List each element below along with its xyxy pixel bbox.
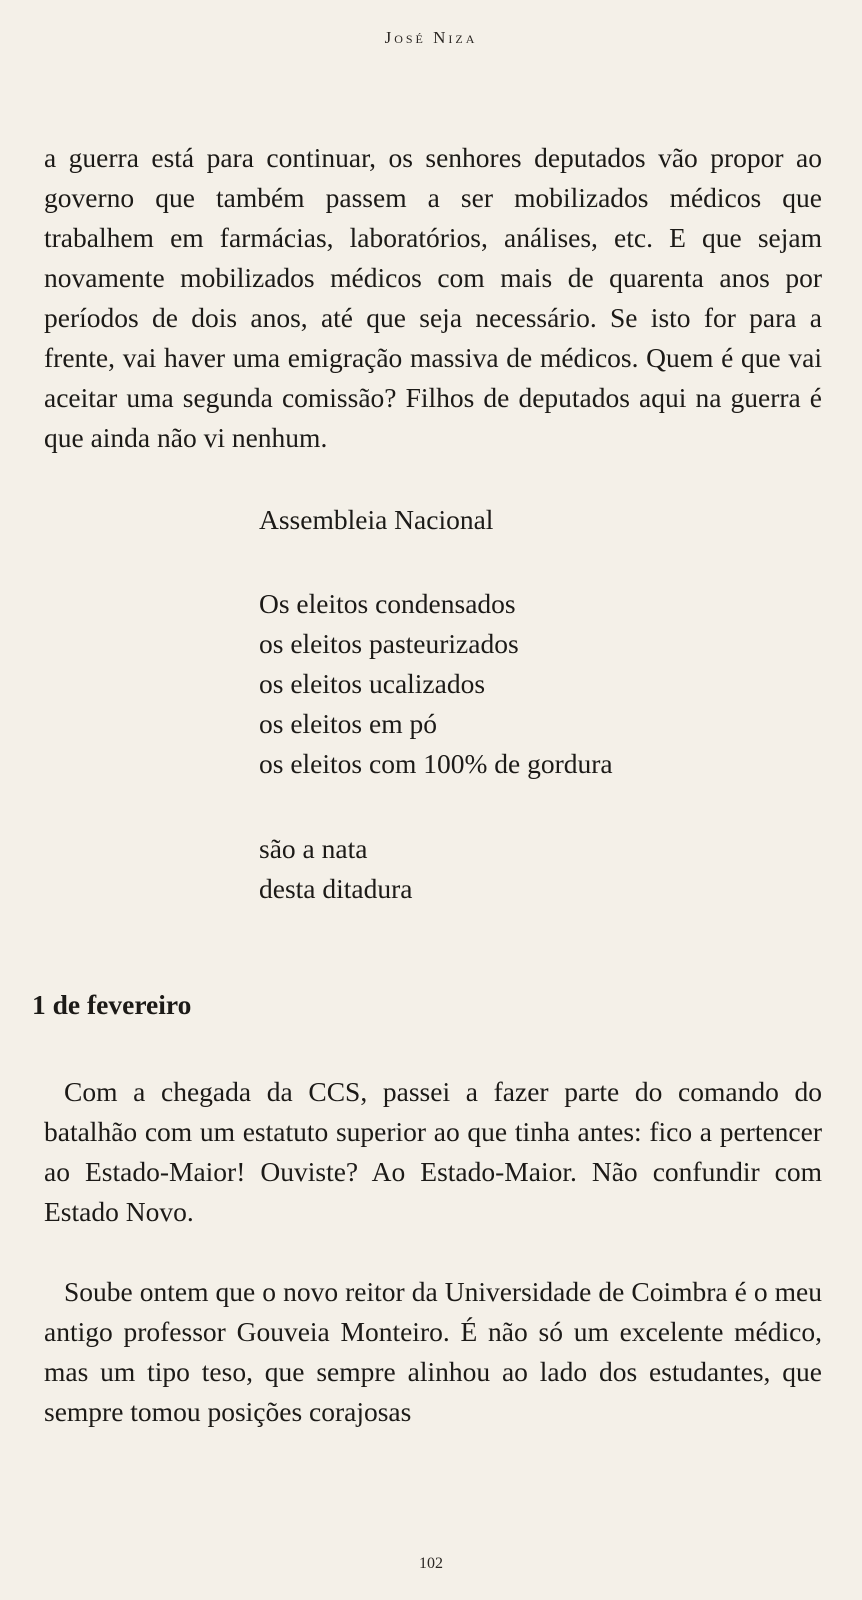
poem-line: Os eleitos condensados [259,588,516,619]
paragraph-3 [44,1272,822,1432]
poem-stanza-2 [259,829,412,909]
running-head: José Niza [384,28,478,47]
poem-title: Assembleia Nacional [259,504,494,535]
poem-line: são a nata [259,833,368,864]
poem-line: os eleitos em pó [259,708,437,739]
paragraph-2-text: Com a chegada da CCS, passei a fazer parte do comando do batalhão com um estatuto superior ao que tinha antes: fico a pertencer ao Estado-Maior! Ouviste? Ao Estado-Maior. Não confundir com Estado Novo. [44,1076,822,1227]
paragraph-1-text: a guerra está para continuar, os senhores deputados vão propor ao governo que também passem a ser mobilizados médicos que trabalhem em farmácias, laboratórios, análises, etc. E que sejam novamente mobilizados médicos com mais de quarenta anos por períodos de dois anos, até que seja necessário. Se isto for para a frente, vai haver uma emigração massiva de médicos. Quem é que vai aceitar uma segunda comissão? Filhos de deputados aqui na guerra é que ainda não vi nenhum. [44,142,822,453]
paragraph-3-text: Soube ontem que o novo reitor da Universidade de Coimbra é o meu antigo professor Gouveia Monteiro. É não só um excelente médico, mas um tipo teso, que sempre alinhou ao lado dos estudantes, que sempre tomou posições corajosas [44,1276,822,1427]
page-number: 102 [419,1555,443,1572]
paragraph-1 [44,138,822,458]
poem-line: desta ditadura [259,873,413,904]
paragraph-2 [44,1072,822,1232]
poem-stanza-1 [259,584,613,784]
poem-line: os eleitos pasteurizados [259,628,519,659]
date-heading: 1 de fevereiro [32,989,192,1020]
poem-line: os eleitos ucalizados [259,668,486,699]
poem-line: os eleitos com 100% de gordura [259,748,613,779]
